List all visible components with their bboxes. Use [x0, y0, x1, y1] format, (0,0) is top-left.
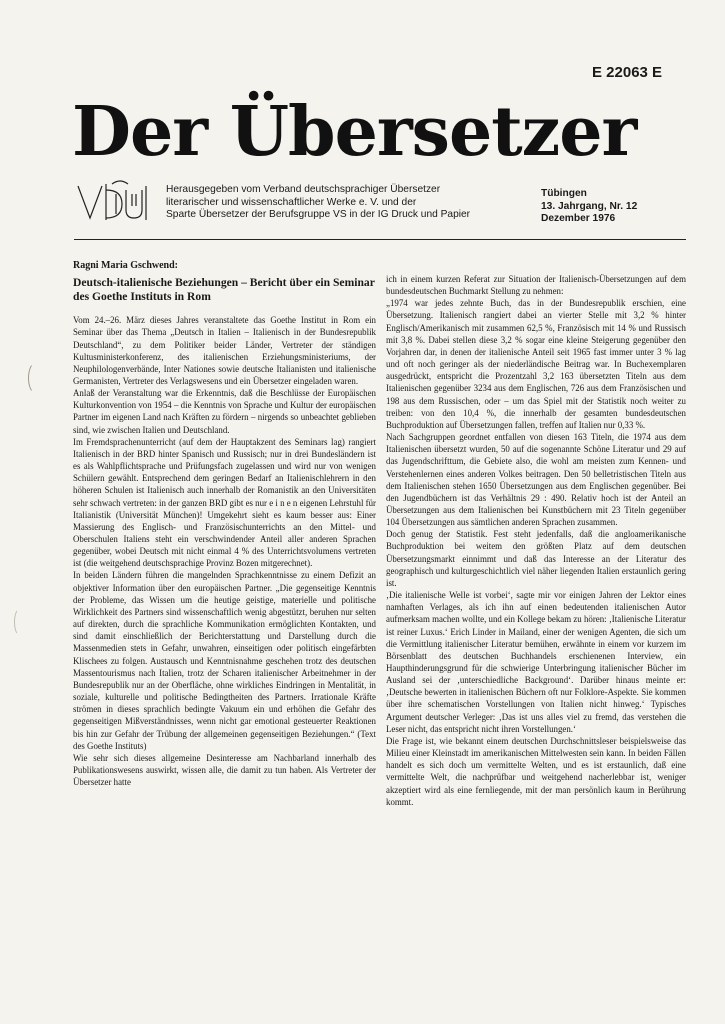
article-paragraph: Nach Sachgruppen geordnet entfallen von diesen 163 Titeln, die 1974 aus dem Italienischen übersetzt wurden, 50 auf die sogenannte Schöne Literatur und 29 auf das Jugendschrifttum, die Gebiete also, die wohl am meisten zum Kennen- und Verstehenlernen eines anderen Volkes beitragen. Den 50 belletristischen Titeln aus dem Italienischen stehen 1650 Übersetzungen aus dem Englischen gegenüber. Bei den Jugendbüchern ist das Verhältnis 29 : 490. Relativ hoch ist der Anteil an Übersetzungen aus dem Italienischen bei Kunstbüchern mit 23 Titeln gegenüber 104 Übersetzungen aus sämtlichen anderen Sprachen zusammen. [386, 432, 686, 528]
masthead-title: Der Übersetzer [72, 92, 637, 172]
publisher-line: Sparte Übersetzer der Berufsgruppe VS in der IG Druck und Papier [166, 209, 471, 220]
article-paragraph: ‚Die italienische Welle ist vorbei‘, sagte mir vor einigen Jahren der Lektor eines namhaften Verlages, als ich ihn auf einen bedeutenden italienischen Autor aufmerksam machen wollte, und ein Kollege bekam zu hören: ‚Italienische Literatur ist reiner Luxus.‘ Erich Linder in Mailand, einer der wenigen Agenten, die sich um die Vermittlung italienischer Literatur bemühen, erwähnte in einem vor kurzem im Börsenblatt des deutschen Buchhandels erschienenen Interview, ein Haupthinderungsgrund für die schwierige Unterbringung italienischer Bücher im Ausland sei der ‚unterschiedliche Background‘. Darüber hinaus meinte er: ‚Deutsche bewerten in italienischen Büchern oft nur Folklore-Aspekte. Sie kommen über ihre schematischen Vorstellungen von Italien nicht hinweg.‘ Typisches Argument deutscher Verleger: ‚Das ist uns alles viel zu fremd, das verstehen die Leser nicht, das entspricht nicht ihren Vorstellungen.‘ [386, 590, 686, 734]
vdu-monogram-logo [76, 180, 164, 224]
binder-hole-mark [28, 362, 44, 394]
publication-code: E 22063 E [592, 64, 663, 81]
article-column-right [386, 273, 686, 808]
article-paragraph: In beiden Ländern führen die mangelnden Sprachkenntnisse zu einem Defizit an objektiver Information über den europäischen Partner. „Die gegenseitige Kenntnis der Probleme, das Wissen um die heutige geistige, materielle und politische Wirklichkeit des Partners sind wissenschaftlich wenig abgestützt, beruhen nur selten auf direkten, durch die sprachliche Kommunikation ermöglichten Kontakten, und sind damit einschließlich der Berichterstattung und Darstellung durch die Massenmedien stets in Gefahr, unwahren, einseitigen oder politisch eingefärbten Klischees zu folgen. Austausch und Kenntnisnahme geschehen trotz des deutschen Massentourismus nach Italien, trotz der Scharen italienischer Arbeitnehmer in der Bundesrepublik nur an der Oberfläche, ohne wirkliches Eindringen in Mentalität, in soziale, kulturelle und politische Bedingtheiten des Partners. Irrationale Kräfte strömen in dieses sprachlich bedingte Vakuum ein und erhöhen die Gefahr des gegenseitigen Mißverständnisses, wenn nicht gar emotional gesteuerter Reaktionen bis hin zur Gefahr der Trübung der allgemeinen gegenseitigen Beziehungen.“ (Text des Goethe Instituts) [73, 570, 376, 751]
issue-info [541, 188, 686, 226]
article-paragraph: „1974 war jedes zehnte Buch, das in der Bundesrepublik erschien, eine Übersetzung. Italienisch rangiert dabei an vierter Stelle mit 3,2 % hinter Englisch/Amerikanisch mit zusammen 62,5 %, Französisch mit 14 % und Russisch mit 3,8 %. Dabei stellen diese 3,2 % sogar eine kleine Steigerung gegenüber den Vorjahren dar, in denen der italienische Anteil seit 1965 fast immer unter 3 % lag und oft noch geringer als der niederländische Beitrag war. In Buchexemplaren ausgedrückt, entspricht die Prozentzahl 3,2 163 übersetzten Titeln aus dem Italienischen gegenüber 3234 aus dem Englischen, 726 aus dem Französischen und 198 aus dem Russischen, oder – um das Spiel mit der Statistik noch weiter zu treiben: von den 10,4 %, die innerhalb der gesamten bundesdeutschen Buchproduktion auf Übersetzungen fallen, treffen auf Italien nur 0,33 %. [386, 298, 686, 430]
publisher-line: literarischer und wissenschaftlicher Werke e. V. und der [166, 196, 417, 208]
article-author: Ragni Maria Gschwend: [73, 260, 178, 271]
article-paragraph: Wie sehr sich dieses allgemeine Desinteresse am Nachbarland innerhalb des Publikationswesens auswirkt, wissen alle, die damit zu tun haben. Als Vertreter der Übersetzer hatte [73, 752, 376, 788]
article-headline: Deutsch-italienische Beziehungen – Bericht über ein Seminar des Goethe Instituts in Rom [73, 276, 375, 303]
binder-hole-mark [14, 608, 26, 636]
issue-date: Dezember 1976 [541, 213, 616, 224]
article-column-left [73, 260, 376, 788]
article-paragraph: Anlaß der Veranstaltung war die Erkenntnis, daß die Beschlüsse der Europäischen Kulturkonvention von 1954 – die Kenntnis von Sprache und Kultur der europäischen Partner im eigenen Land nach Kräften zu fördern – nirgends so unbeachtet geblieben sind, wie zwischen Italien und Deutschland. [73, 388, 376, 435]
header-divider [74, 239, 686, 240]
article-paragraph: ich in einem kurzen Referat zur Situation der Italienisch-Übersetzungen auf dem bundesdeutschen Buchmarkt Stellung zu nehmen: [386, 274, 686, 297]
publisher-line: Herausgegeben vom Verband deutschsprachiger Übersetzer [166, 184, 441, 195]
issue-volume: 13. Jahrgang, Nr. 12 [541, 200, 638, 212]
article-paragraph: Vom 24.–26. März dieses Jahres veranstaltete das Goethe Institut in Rom ein Seminar über das Thema „Deutsch in Italien – Italienisch in der Bundesrepublik Deutschland“, zu dem Politiker beider Länder, Vertreter der ständigen Kultusministerkonferenz, des italienischen Erziehungsministeriums, der Neuphilologenverbände, Inter Nationes sowie deutsche Italianisten und italienische Germanisten, Vertreter des Verlagswesens und ein Übersetzer eingeladen waren. [73, 315, 376, 386]
publisher-info [166, 184, 526, 222]
article-paragraph: Die Frage ist, wie bekannt einem deutschen Durchschnittsleser beispielsweise das Milieu einer Kleinstadt im amerikanischen Mittelwesten sein kann. In beiden Fällen handelt es sich doch um vermittelte Welten, und es ist erstaunlich, daß eine vermittelte Welt, die nachprüfbar und weitgehend nacherlebbar ist, weniger akzeptiert wird als eine fernliegende, mit der man persönlich kaum in Berührung kommt. [386, 735, 686, 807]
article-paragraph: Im Fremdsprachenunterricht (auf dem der Hauptakzent des Seminars lag) rangiert Italienisch in der BRD hinter Spanisch und Russisch; nur in drei Bundesländern ist es als Wahlpflichtsprache und Prüfungsfach zugelassen und wird nur von wenigen Schülern gewählt. Entsprechend dem geringen Bedarf an Italienischlehrern in den höheren Schulen ist Italienisch auch innerhalb der Romanistik an den Universitäten sehr schwach vertreten: in der ganzen BRD gibt es nur e i n e n eigenen Lehrstuhl für Italianistik (Universität München)! Umgekehrt sieht es kaum besser aus: Einer Massierung des Englisch- und Französischunterrichts an den Mittel- und Oberschulen Italiens steht ein verschwindender Anteil aller anderen Sprachen gegenüber, wobei Deutsch mit nicht einmal 4 % des Unterrichtsvolumens vertreten ist (die weitgehend deutschsprachige Provinz Bozen mitgerechnet). [73, 436, 376, 569]
article-paragraph: Doch genug der Statistik. Fest steht jedenfalls, daß die angloamerikanische Buchproduktion bei weitem den größten Platz auf dem deutschen Übersetzungsmarkt einnimmt und daß das Interesse an der Literatur des geographisch und kulturgeschichtlich viel näher liegenden Italien erstaunlich gering ist. [386, 529, 686, 588]
issue-place: Tübingen [541, 188, 587, 199]
